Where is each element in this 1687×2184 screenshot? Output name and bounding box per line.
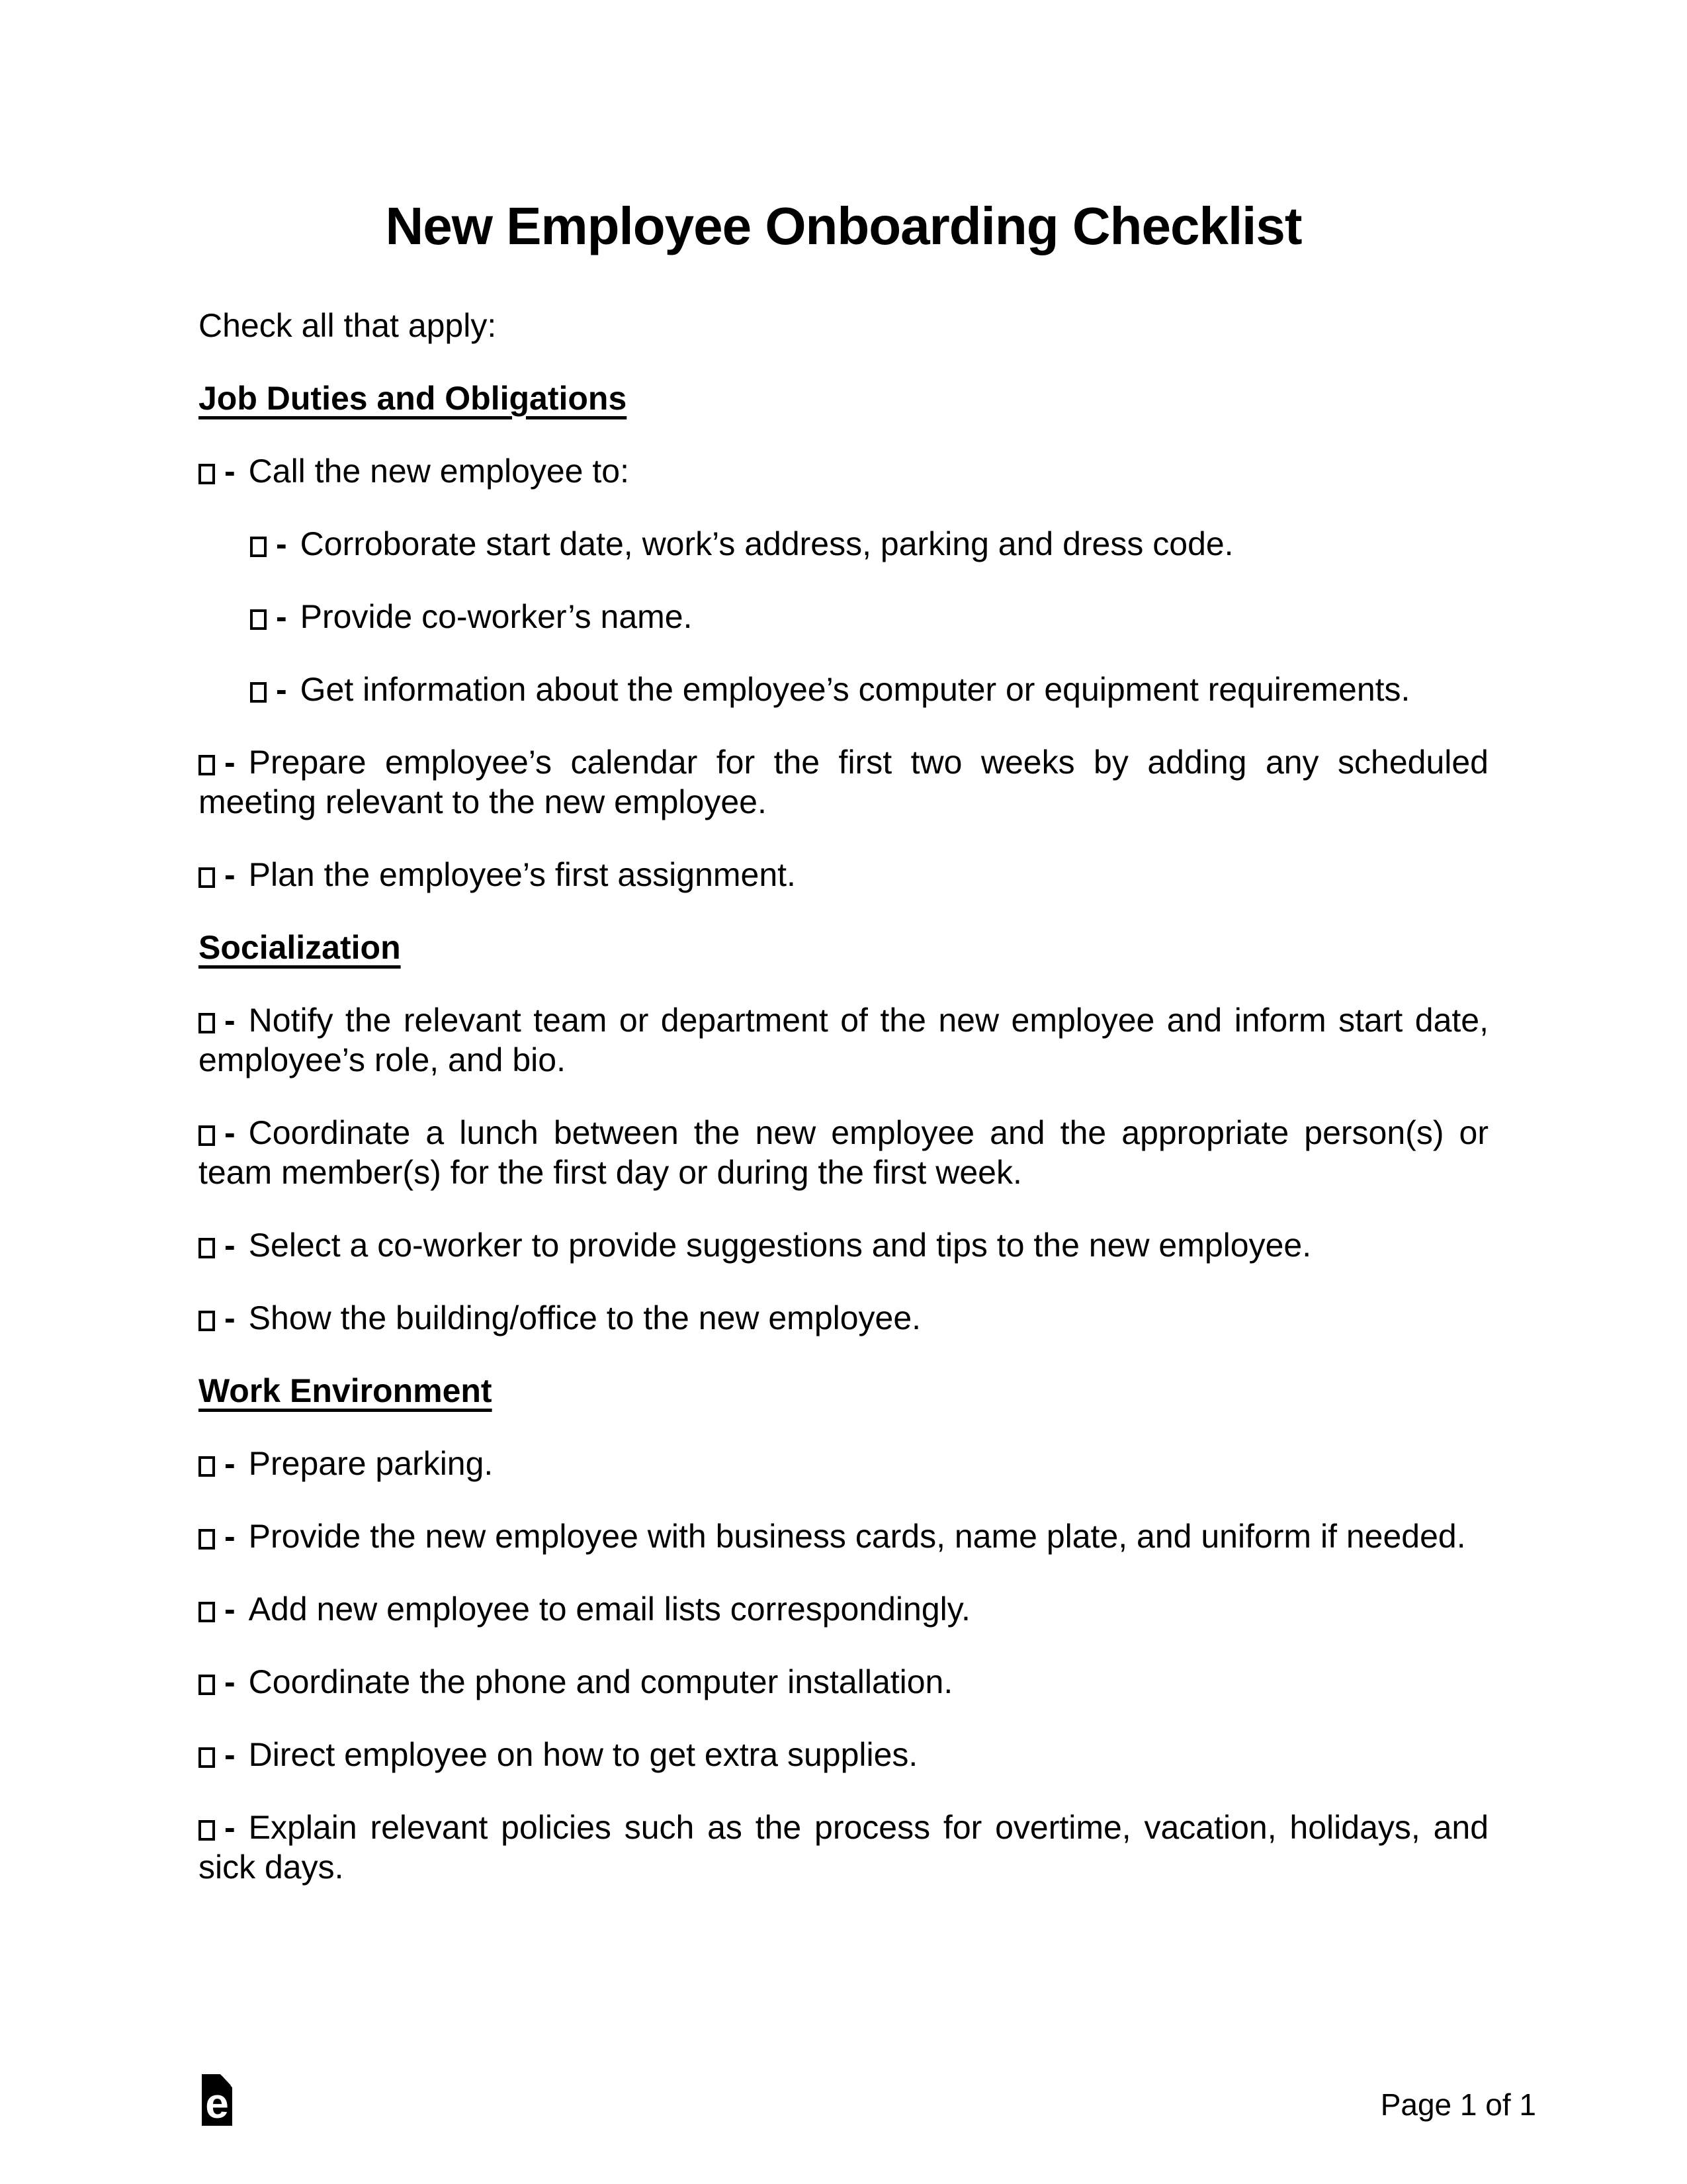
section-work-environment — [198, 1371, 1489, 1887]
item-text: Direct employee on how to get extra supplies. — [248, 1736, 918, 1773]
checkbox-icon[interactable] — [198, 1311, 215, 1331]
dash-separator: - — [276, 525, 287, 562]
item-text: Get information about the employee’s computer or equipment requirements. — [300, 671, 1410, 708]
dash-separator: - — [224, 1299, 236, 1336]
section-heading-work-environment — [198, 1371, 1489, 1411]
checkbox-icon[interactable] — [198, 1013, 215, 1033]
dash-separator: - — [224, 1736, 236, 1773]
checklist-item — [198, 1662, 1489, 1702]
checklist-item — [198, 1298, 1489, 1338]
dash-separator: - — [224, 744, 236, 781]
checkbox-icon[interactable] — [198, 867, 215, 888]
checklist-item — [198, 742, 1489, 822]
item-text: Notify the relevant team or department of the new employee and inform start date, employee’s role, and bio. — [198, 1002, 1489, 1078]
section-heading-socialization — [198, 928, 1489, 967]
checklist-item — [250, 670, 1489, 709]
item-text: Prepare parking. — [248, 1445, 494, 1482]
dash-separator: - — [224, 1663, 236, 1700]
item-text: Provide the new employee with business cards, name plate, and uniform if needed. — [248, 1518, 1466, 1555]
section-socialization — [198, 928, 1489, 1338]
checklist-item — [198, 1735, 1489, 1774]
checklist-item — [250, 524, 1489, 564]
checkbox-icon[interactable] — [198, 1820, 215, 1841]
checklist-item — [198, 1225, 1489, 1265]
item-text: Coordinate a lunch between the new employee and the appropriate person(s) or team member(s) for the first day or during the first week. — [198, 1114, 1489, 1191]
checkbox-icon[interactable] — [198, 1456, 215, 1477]
item-text: Select a co-worker to provide suggestions and tips to the new employee. — [248, 1227, 1312, 1264]
dash-separator: - — [224, 1114, 236, 1151]
page-title: New Employee Onboarding Checklist — [385, 197, 1302, 255]
checkbox-icon[interactable] — [198, 1747, 215, 1768]
checklist-item — [198, 1000, 1489, 1080]
checklist-item — [198, 1808, 1489, 1887]
dash-separator: - — [224, 856, 236, 893]
dash-separator: - — [224, 1002, 236, 1039]
dash-separator: - — [224, 1227, 236, 1264]
checklist-item — [198, 451, 1489, 491]
item-text: Prepare employee’s calendar for the first two weeks by adding any scheduled meeting relevant to the new employee. — [198, 744, 1489, 820]
dash-separator: - — [224, 1591, 236, 1628]
item-text: Provide co-worker’s name. — [300, 598, 693, 635]
item-text: Plan the employee’s first assignment. — [248, 856, 796, 893]
checkbox-icon[interactable] — [198, 1125, 215, 1146]
checklist-item — [250, 597, 1489, 636]
checklist-item — [198, 1113, 1489, 1192]
section-heading-text: Work Environment — [198, 1372, 492, 1409]
item-text: Corroborate start date, work’s address, parking and dress code. — [300, 525, 1234, 562]
section-heading-text: Job Duties and Obligations — [198, 380, 627, 417]
checkbox-icon[interactable] — [198, 1675, 215, 1695]
section-heading-text: Socialization — [198, 929, 401, 966]
dash-separator: - — [224, 1445, 236, 1482]
eforms-logo — [202, 2074, 232, 2126]
checkbox-icon[interactable] — [198, 1238, 215, 1258]
checklist-item — [198, 1589, 1489, 1629]
dash-separator: - — [224, 1518, 236, 1555]
page-number-label: Page 1 of 1 — [1380, 2087, 1536, 2122]
checkbox-icon[interactable] — [250, 682, 267, 703]
item-text: Coordinate the phone and computer installation. — [248, 1663, 953, 1700]
item-text: Add new employee to email lists correspondingly. — [248, 1591, 971, 1628]
dash-separator: - — [224, 1809, 236, 1846]
dash-separator: - — [224, 453, 236, 490]
dash-separator: - — [276, 671, 287, 708]
item-text: Explain relevant policies such as the process for overtime, vacation, holidays, and sick days. — [198, 1809, 1489, 1886]
item-text: Show the building/office to the new employee. — [248, 1299, 922, 1336]
logo-letter: e — [205, 2079, 229, 2127]
checklist-item — [198, 1444, 1489, 1483]
section-heading-job-duties — [198, 378, 1489, 418]
item-text: Call the new employee to: — [248, 453, 629, 490]
checkbox-icon[interactable] — [198, 755, 215, 775]
section-job-duties — [198, 378, 1489, 895]
intro-text: Check all that apply: — [198, 307, 497, 344]
checkbox-icon[interactable] — [250, 609, 267, 630]
checkbox-icon[interactable] — [250, 537, 267, 557]
dash-separator: - — [276, 598, 287, 635]
checklist-item — [198, 1516, 1489, 1556]
checkbox-icon[interactable] — [198, 1529, 215, 1550]
checklist-item — [198, 855, 1489, 895]
checkbox-icon[interactable] — [198, 464, 215, 484]
checkbox-icon[interactable] — [198, 1602, 215, 1622]
